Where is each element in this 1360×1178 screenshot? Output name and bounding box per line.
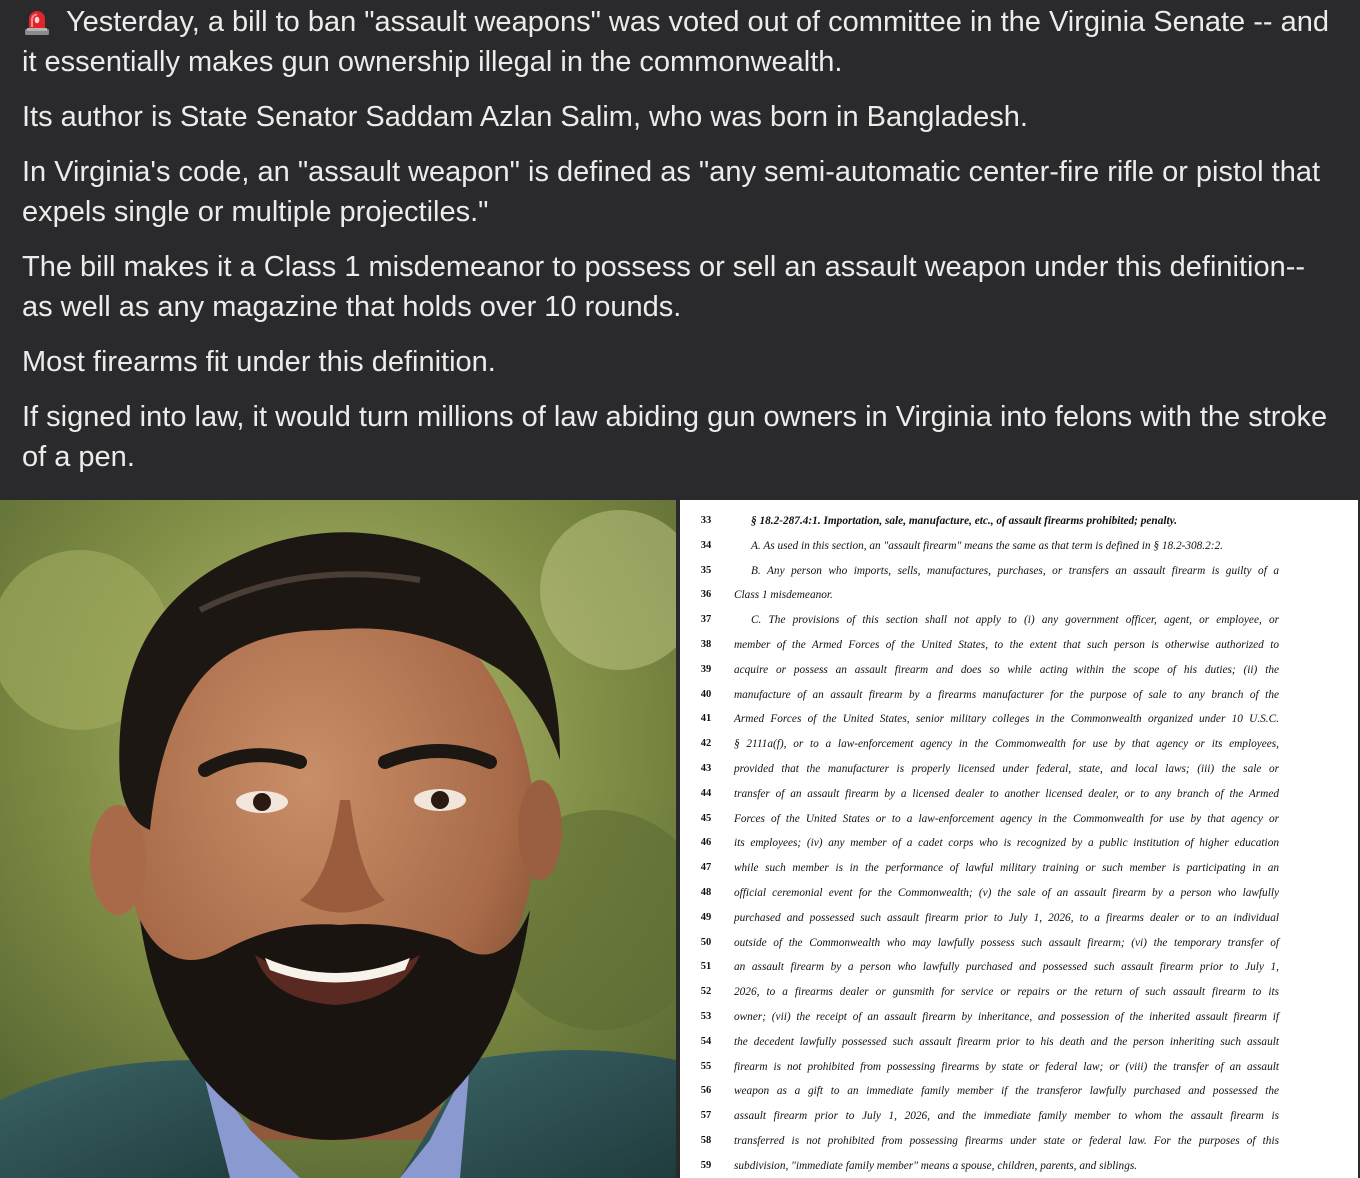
bill-line-text: firearm is not prohibited from possessing firearms by state or federal law; or (viii) the transfer of an assault (734, 1060, 1279, 1073)
bill-line (680, 613, 1358, 638)
bill-line-text: its employees; (iv) any member of a cadet corps who is recognized by a public institution of higher education (734, 837, 1279, 850)
bill-line-text: acquire or possess an assault firearm and does so while acting within the scope of his duties; (ii) the (734, 663, 1279, 676)
bill-line-text: B. Any person who imports, sells, manufactures, purchases, or transfers an assault firearm is guilty of a (751, 564, 1279, 577)
line-number: 47 (700, 862, 712, 874)
bill-line (680, 812, 1358, 837)
bill-line-text: manufacture of an assault firearm by a firearms manufacturer for the purpose of sale to any branch of the (734, 688, 1279, 701)
bill-line (680, 539, 1358, 564)
post-media[interactable] (0, 500, 1360, 1178)
line-number: 58 (700, 1135, 712, 1146)
line-number: 59 (700, 1159, 712, 1171)
post-paragraph-5: Most firearms fit under this definition. (22, 346, 496, 378)
post-paragraph-2: Its author is State Senator Saddam Azlan Salim, who was born in Bangladesh. (22, 101, 1028, 133)
post-paragraph (22, 2, 1342, 82)
bill-line-text: official ceremonial event for the Commonwealth; (v) the sale of an assault firearm by a person who lawfully (734, 887, 1279, 899)
line-number: 52 (700, 986, 712, 998)
bill-line (680, 564, 1358, 589)
post-paragraph-6: If signed into law, it would turn millions of law abiding gun owners in Virginia into felons with the stroke of a pen. (22, 401, 1328, 473)
bill-line-text: assault firearm prior to July 1, 2026, and the immediate family member to whom the assault firearm is (734, 1110, 1279, 1123)
line-number: 37 (700, 614, 712, 626)
rotating-light-siren-icon (22, 6, 52, 36)
bill-line (680, 638, 1358, 663)
bill-line-text: Forces of the United States or to a law-enforcement agency in the Commonwealth for use by that agency or (734, 812, 1279, 825)
line-number: 50 (700, 936, 712, 948)
line-number: 34 (700, 539, 712, 551)
line-number: 48 (700, 887, 712, 898)
bill-line-text: owner; (vii) the receipt of an assault firearm by inheritance, and possession of the inherited assault firearm if (734, 1011, 1279, 1023)
line-number: 49 (700, 911, 712, 923)
portrait-illustration (0, 500, 676, 1178)
bill-line-text: transferred is not prohibited from possessing firearms under state or federal law. For the purposes of this (734, 1135, 1279, 1147)
bill-line (680, 712, 1358, 737)
line-number: 38 (700, 639, 712, 650)
bill-line-text: 2026, to a firearms dealer or gunsmith for service or repairs or the return of such assault firearm to its (734, 986, 1279, 999)
line-number: 36 (700, 589, 712, 601)
line-number: 55 (700, 1060, 712, 1072)
post-paragraph-1: Yesterday, a bill to ban "assault weapons" was voted out of committee in the Virginia Senate -- and it essentially makes gun ownership illegal in the commonwealth. (22, 6, 1329, 78)
line-number: 57 (700, 1110, 712, 1122)
bill-line (680, 1060, 1358, 1085)
post-text (22, 0, 1342, 492)
bill-line (680, 514, 1358, 539)
bill-line-text: the decedent lawfully possessed such assault firearm prior to his death and the person inheriting such assault (734, 1035, 1279, 1048)
line-number: 39 (700, 663, 712, 675)
bill-line (680, 960, 1358, 985)
bill-line (680, 1084, 1358, 1109)
line-number: 46 (700, 837, 712, 849)
line-number: 42 (700, 738, 712, 750)
bill-line (680, 737, 1358, 762)
line-number: 45 (700, 812, 712, 824)
bill-line (680, 911, 1358, 936)
bill-line (680, 663, 1358, 688)
bill-line-text: purchased and possessed such assault firearm prior to July 1, 2026, to a firearms dealer or to an individual (734, 911, 1279, 924)
bill-line (680, 985, 1358, 1010)
bill-line-text: provided that the manufacturer is properly licensed under federal, state, and local laws; (iii) the sale or (734, 763, 1279, 775)
bill-line (680, 1035, 1358, 1060)
bill-line (680, 1010, 1358, 1035)
bill-line (680, 936, 1358, 961)
bill-line-text: C. The provisions of this section shall not apply to (i) any government officer, agent, or employee, or (751, 614, 1279, 627)
bill-line (680, 787, 1358, 812)
line-number: 44 (700, 787, 712, 799)
bill-line (680, 886, 1358, 911)
bill-line (680, 1159, 1358, 1178)
line-number: 33 (700, 515, 712, 526)
line-number: 35 (700, 564, 712, 576)
bill-line (680, 688, 1358, 713)
bill-line-text: weapon as a gift to an immediate family member if the transferor lawfully purchased and possessed the (734, 1085, 1279, 1098)
bill-line-text: member of the Armed Forces of the United States, to the extent that such person is otherwise authorized to (734, 639, 1279, 651)
line-number: 51 (700, 961, 712, 973)
bill-line-text: outside of the Commonwealth who may lawfully possess such assault firearm; (vi) the temporary transfer of (734, 936, 1279, 949)
bill-line-text: § 2111a(f), or to a law-enforcement agency in the Commonwealth for use by that agency or its employees, (734, 738, 1279, 751)
line-number: 54 (700, 1035, 712, 1047)
post-paragraph-4: The bill makes it a Class 1 misdemeanor to possess or sell an assault weapon under this definition-- as well as any magazine that holds over 10 rounds. (22, 251, 1306, 323)
bill-line-text: transfer of an assault firearm by a licensed dealer to another licensed dealer, or to any branch of the Armed (734, 787, 1279, 800)
bill-line-text: an assault firearm by a person who lawfully purchased and possessed such assault firearm prior to July 1, (734, 961, 1279, 974)
bill-line (680, 836, 1358, 861)
line-number: 40 (700, 688, 712, 700)
bill-line-text: Class 1 misdemeanor. (734, 589, 833, 602)
line-number: 41 (700, 713, 712, 725)
line-number: 43 (700, 763, 712, 774)
bill-line (680, 861, 1358, 886)
senator-portrait-photo[interactable] (0, 500, 676, 1178)
bill-section-heading: § 18.2-287.4:1. Importation, sale, manufacture, etc., of assault firearms prohibited; penalty. (751, 515, 1178, 527)
bill-text-document[interactable] (680, 500, 1358, 1178)
bill-line-text: Armed Forces of the United States, senior military colleges in the Commonwealth organized under 10 U.S.C. (734, 713, 1279, 726)
bill-line-text: subdivision, "immediate family member" means a spouse, children, parents, and siblings. (734, 1159, 1138, 1172)
bill-line (680, 762, 1358, 787)
line-number: 56 (700, 1085, 712, 1097)
bill-line (680, 1134, 1358, 1159)
line-number: 53 (700, 1011, 712, 1022)
bill-line-text: while such member is in the performance of lawful military training or such member is participating in an (734, 862, 1279, 875)
bill-line (680, 588, 1358, 613)
post-paragraph-3: In Virginia's code, an "assault weapon" is defined as "any semi-automatic center-fire rifle or pistol that expels single or multiple projectiles." (22, 156, 1321, 228)
bill-line-text: A. As used in this section, an "assault firearm" means the same as that term is defined in § 18.2-308.2:2. (751, 539, 1224, 552)
bill-line (680, 1109, 1358, 1134)
